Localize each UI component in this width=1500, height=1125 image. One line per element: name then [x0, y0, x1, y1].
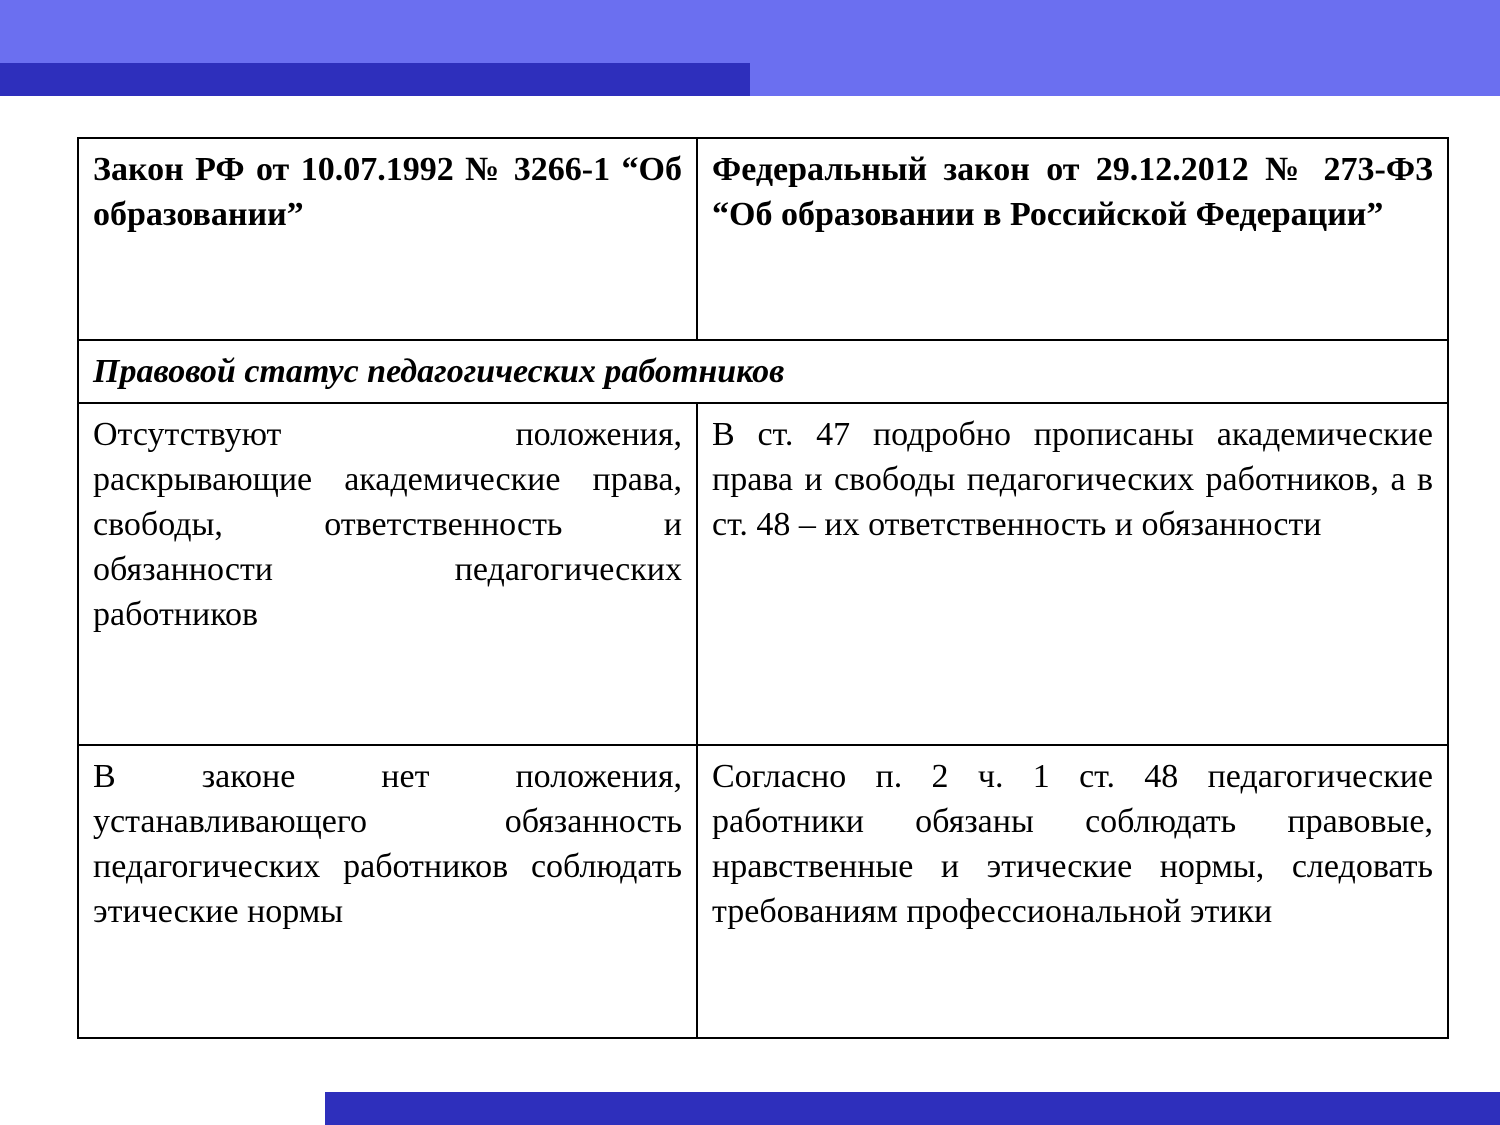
- law-comparison-table: [77, 137, 1449, 1039]
- row-1-new-law-cell: [697, 403, 1448, 745]
- row-1-new-law-text: В ст. 47 подробно прописаны академические права и свободы педагогических работников, а в ст. 48 – их ответственность и обязанности: [712, 416, 1433, 543]
- section-title-cell: [78, 340, 1448, 403]
- bottom-accent-stripe: [325, 1092, 1500, 1125]
- header-cell-new-law: [697, 138, 1448, 340]
- row-2-new-law-cell: [697, 745, 1448, 1038]
- row-2-old-law-text: В законе нет положения, устанавливающего обязанность педагогических работников соблюдать этические нормы: [93, 758, 682, 930]
- row-2-new-law-text: Согласно п. 2 ч. 1 ст. 48 педагогические работники обязаны соблюдать правовые, нравственные и этические нормы, следовать требованиям профессиональной этики: [712, 758, 1433, 930]
- table-header-row: [78, 138, 1448, 340]
- row-1-old-law-cell: [78, 403, 697, 745]
- section-title: Правовой статус педагогических работников: [93, 353, 785, 390]
- table-row: [78, 745, 1448, 1038]
- header-new-law-text: Федеральный закон от 29.12.2012 № 273-ФЗ “Об образовании в Российской Федерации”: [712, 151, 1433, 233]
- row-1-old-law-text: Отсутствуют положения, раскрывающие академические права, свободы, ответственность и обязанности педагогических работников: [93, 416, 682, 633]
- header-old-law-text: Закон РФ от 10.07.1992 № 3266-1 “Об образовании”: [93, 151, 682, 233]
- header-cell-old-law: [78, 138, 697, 340]
- top-accent-stripe: [0, 63, 750, 96]
- section-row: [78, 340, 1448, 403]
- row-2-old-law-cell: [78, 745, 697, 1038]
- table-row: [78, 403, 1448, 745]
